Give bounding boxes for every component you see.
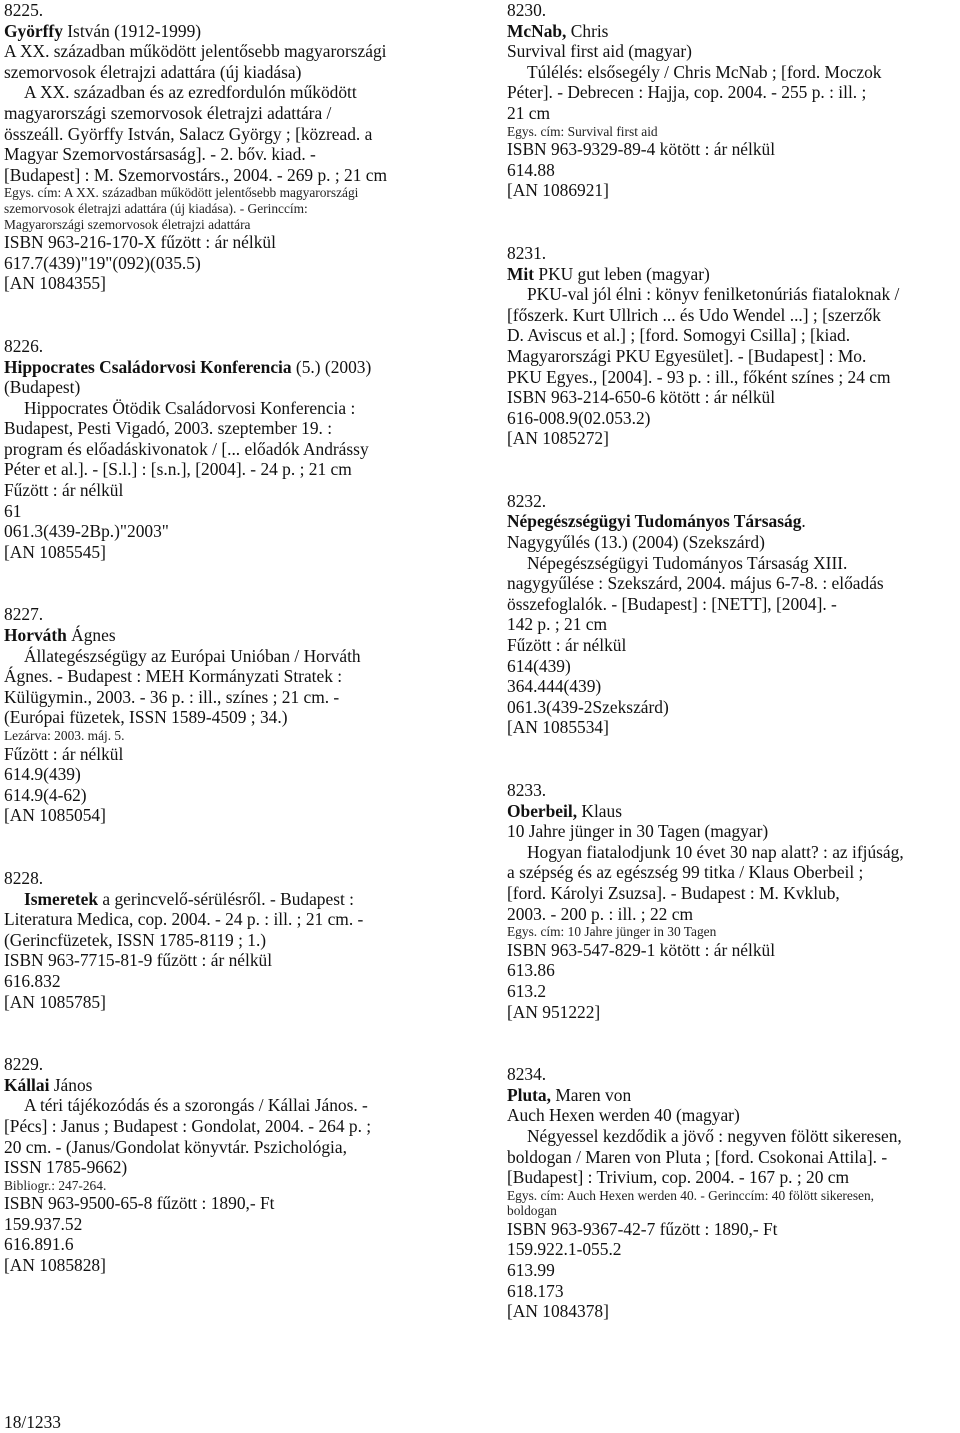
entry-line: 613.86	[507, 960, 555, 981]
entry-line: a szépség és az egészség 99 titka / Klaus Oberbeil ;	[507, 862, 864, 883]
catalog-entry	[507, 780, 960, 1064]
entry-number: 8230.	[507, 0, 547, 20]
entry-line: 10 Jahre jünger in 30 Tagen (magyar)	[507, 821, 769, 842]
entry-line: boldogan / Maren von Pluta ; [ford. Csokonai Attila]. -	[507, 1146, 888, 1167]
entry-line: magyarországi szemorvosok életrajzi adattára /	[4, 102, 332, 123]
entry-line: ISBN 963-9500-65-8 fűzött : 1890,- Ft	[4, 1193, 275, 1214]
entry-line: PKU-val jól élni : könyv fenilketonúriás fiataloknak /	[527, 284, 900, 305]
entry-heading-main: Kállai	[4, 1074, 50, 1095]
entry-heading-rest: Ágnes	[66, 625, 116, 646]
entry-line: ISBN 963-7715-81-9 fűzött : ár nélkül	[4, 950, 273, 971]
entry-line: ISBN 963-547-829-1 kötött : ár nélkül	[507, 939, 776, 960]
entry-spacer	[4, 826, 482, 868]
entry-number: 8231.	[507, 242, 547, 263]
entry-line: ISBN 963-9329-89-4 kötött : ár nélkül	[507, 139, 776, 160]
entry-line: [ford. Károlyi Zsuzsa]. - Budapest : M. Kvklub,	[507, 882, 840, 903]
entry-spacer	[4, 1012, 482, 1054]
entry-line: 61	[4, 500, 22, 521]
entry-title-rest: a gerincvelő-sérülésről. - Budapest :	[98, 888, 354, 909]
entry-line: Nagygyűlés (13.) (2004) (Szekszárd)	[507, 532, 765, 553]
entry-note: Egys. cím: Survival first aid	[507, 123, 658, 139]
entry-heading-rest: Klaus	[577, 800, 622, 821]
entry-line: Fűzött : ár nélkül	[507, 635, 627, 656]
entry-line: (Gerincfüzetek, ISSN 1785-8119 ; 1.)	[4, 929, 267, 950]
entry-line: D. Aviscus et al.] ; [ford. Somogyi Csilla] ; [kiad.	[507, 325, 851, 346]
entry-note: boldogan	[507, 1203, 557, 1219]
entry-number: 8232.	[507, 490, 547, 511]
entry-line: 613.99	[507, 1260, 555, 1281]
entry-spacer	[507, 201, 960, 243]
entry-line: ISBN 963-216-170-X fűzött : ár nélkül	[4, 232, 276, 253]
catalog-entry	[4, 868, 482, 1054]
catalog-entry	[4, 336, 482, 605]
entry-line: ISBN 963-9367-42-7 fűzött : 1890,- Ft	[507, 1218, 778, 1239]
entry-line: 617.7(439)"19"(092)(035.5)	[4, 252, 201, 273]
entry-line: 2003. - 200 p. : ill. ; 22 cm	[507, 903, 693, 924]
entry-line: 614(439)	[507, 655, 571, 676]
entry-line: Survival first aid (magyar)	[507, 41, 692, 62]
entry-heading-rest: István (1912-1999)	[62, 20, 202, 41]
entry-line: ISBN 963-214-650-6 kötött : ár nélkül	[507, 387, 776, 408]
entry-line: A téri tájékozódás és a szorongás / Kállai János. -	[24, 1095, 368, 1116]
entry-note: Lezárva: 2003. máj. 5.	[4, 728, 125, 743]
catalog-entry	[507, 0, 960, 243]
entry-line: 142 p. ; 21 cm	[507, 614, 607, 635]
entry-line: program és előadáskivonatok / [... előadók Andrássy	[4, 438, 369, 459]
entry-line: A XX. században működött jelentősebb magyarországi	[4, 41, 387, 62]
entry-heading	[4, 357, 482, 378]
entry-line: Hogyan fiatalodjunk 10 évet 30 nap alatt? : az ifjúság,	[527, 841, 904, 862]
entry-line: Magyar Szemorvostársaság]. - 2. bőv. kiad. -	[4, 144, 316, 165]
entry-heading-rest: .	[801, 511, 806, 532]
entry-line: Fűzött : ár nélkül	[4, 743, 124, 764]
entry-line: [AN 1085545]	[4, 541, 106, 562]
entry-line: [AN 1085272]	[507, 428, 609, 449]
entry-number: 8227.	[4, 604, 44, 625]
entry-line: Magyarországi PKU Egyesület]. - [Budapest] : Mo.	[507, 345, 867, 366]
entry-heading	[507, 1085, 960, 1106]
entry-line: 364.444(439)	[507, 676, 602, 697]
entry-line: Állategészségügy az Európai Unióban / Horváth	[24, 645, 361, 666]
entry-line: 159.937.52	[4, 1213, 83, 1234]
catalog-entry	[507, 243, 960, 491]
catalog-entry	[507, 1064, 960, 1322]
entry-line: [AN 1085534]	[507, 717, 609, 738]
entry-line: 21 cm	[507, 102, 550, 123]
catalog-entry	[507, 491, 960, 780]
entry-line: Ágnes. - Budapest : MEH Kormányzati Stratek :	[4, 666, 343, 687]
entry-spacer	[507, 449, 960, 491]
entry-line: [AN 1084355]	[4, 273, 106, 294]
entry-line	[4, 889, 482, 910]
entry-spacer	[4, 562, 482, 604]
entry-line: [AN 1085828]	[4, 1255, 106, 1276]
left-column	[4, 0, 482, 1276]
entry-line: 20 cm. - (Janus/Gondolat könyvtár. Pszichológia,	[4, 1136, 347, 1157]
entry-line: Auch Hexen werden 40 (magyar)	[507, 1105, 740, 1126]
entry-line: [AN 951222]	[507, 1001, 601, 1022]
entry-line: Budapest, Pesti Vigadó, 2003. szeptember 19. :	[4, 418, 333, 439]
entry-heading-main: Pluta,	[507, 1084, 551, 1105]
entry-heading-main: Oberbeil,	[507, 800, 578, 821]
entry-line: Hippocrates Ötödik Családorvosi Konferencia :	[24, 397, 356, 418]
entry-number: 8226.	[4, 335, 44, 356]
entry-heading-rest: PKU gut leben (magyar)	[534, 263, 710, 284]
entry-heading-main: Hippocrates Családorvosi Konferencia	[4, 356, 292, 377]
entry-note: szemorvosok életrajzi adattára (új kiadása). - Gerinccím:	[4, 200, 308, 216]
entry-note: Egys. cím: Auch Hexen werden 40. - Gerinccím: 40 fölött sikeresen,	[507, 1187, 875, 1203]
entry-line: ISSN 1785-9662)	[4, 1157, 128, 1178]
entry-line: 618.173	[507, 1280, 564, 1301]
entry-heading	[507, 801, 960, 822]
entry-line: nagygyűlése : Szekszárd, 2004. május 6-7-8. : előadás	[507, 573, 884, 594]
entry-line: A XX. században és az ezredfordulón működött	[24, 82, 357, 103]
entry-spacer	[507, 738, 960, 780]
entry-heading	[507, 21, 960, 42]
entry-line: 061.3(439-2Szekszárd)	[507, 696, 669, 717]
entry-line: [főszerk. Kurt Ullrich ... és Udo Wendel ...] ; [szerzők	[507, 304, 881, 325]
entry-note: Magyarországi szemorvosok életrajzi adattára	[4, 216, 251, 232]
entry-line: [Budapest] : Trivium, cop. 2004. - 167 p. ; 20 cm	[507, 1167, 850, 1188]
entry-line: Népegészségügyi Tudományos Társaság XIII.	[527, 552, 848, 573]
page-number: 18/1233	[4, 1412, 62, 1432]
entry-line: Péter et al.]. - [S.l.] : [s.n.], [2004]. - 24 p. ; 21 cm	[4, 459, 352, 480]
entry-heading-main: Népegészségügyi Tudományos Társaság	[507, 511, 802, 532]
entry-heading-main: Mit	[507, 263, 535, 284]
entry-line: Fűzött : ár nélkül	[4, 480, 124, 501]
entry-line: 614.9(439)	[4, 764, 81, 785]
entry-line: Túlélés: elsősegély / Chris McNab ; [ford. Moczok	[527, 61, 882, 82]
entry-heading	[507, 264, 960, 285]
entry-heading	[4, 21, 482, 42]
entry-line: 616.832	[4, 970, 61, 991]
entry-line: 614.9(4-62)	[4, 784, 87, 805]
entry-line: (Budapest)	[4, 377, 81, 398]
entry-heading-rest: (5.) (2003)	[291, 356, 372, 377]
entry-heading	[507, 511, 960, 532]
entry-number: 8225.	[4, 0, 44, 20]
catalog-entry	[4, 604, 482, 868]
entry-spacer	[4, 294, 482, 336]
entry-note: Bibliogr.: 247-264.	[4, 1177, 107, 1193]
entry-line: (Európai füzetek, ISSN 1589-4509 ; 34.)	[4, 707, 288, 728]
entry-line: Négyessel kezdődik a jövő : negyven fölött sikeresen,	[527, 1125, 902, 1146]
entry-line: [AN 1085054]	[4, 805, 106, 826]
entry-heading-main: Horváth	[4, 625, 67, 646]
catalog-entry	[4, 0, 482, 336]
entry-line: [Pécs] : Janus ; Budapest : Gondolat, 2004. - 264 p. ;	[4, 1115, 372, 1136]
entry-heading	[4, 625, 482, 646]
entry-number: 8229.	[4, 1054, 44, 1075]
entry-line: 616-008.9(02.053.2)	[507, 407, 651, 428]
entry-heading-rest: Chris	[566, 20, 609, 41]
entry-line: 061.3(439-2Bp.)"2003"	[4, 521, 169, 542]
entry-title-bold: Ismeretek	[24, 888, 99, 909]
entry-number: 8233.	[507, 780, 547, 800]
entry-line: [AN 1085785]	[4, 991, 106, 1012]
entry-line: Péter]. - Debrecen : Hajja, cop. 2004. - 255 p. : ill. ;	[507, 82, 867, 103]
catalog-entry	[4, 1054, 482, 1276]
entry-line: [AN 1086921]	[507, 180, 609, 201]
entry-heading-main: McNab,	[507, 20, 567, 41]
entry-line: 614.88	[507, 159, 555, 180]
entry-number: 8234.	[507, 1064, 547, 1085]
entry-heading-rest: János	[49, 1074, 93, 1095]
entry-line: 613.2	[507, 980, 547, 1001]
entry-spacer	[507, 1022, 960, 1064]
entry-note: Egys. cím: 10 Jahre jünger in 30 Tagen	[507, 924, 717, 940]
entry-note: Egys. cím: A XX. században működött jelentősebb magyarországi	[4, 185, 359, 201]
entry-line: összeáll. Györffy István, Salacz György ; [közread. a	[4, 123, 373, 144]
entry-line: összefoglalók. - [Budapest] : [NETT], [2004]. -	[507, 593, 837, 614]
entry-line: Literatura Medica, cop. 2004. - 24 p. : ill. ; 21 cm. -	[4, 909, 364, 930]
entry-number: 8228.	[4, 867, 44, 888]
entry-line: szemorvosok életrajzi adattára (új kiadása)	[4, 61, 302, 82]
right-column	[507, 0, 960, 1322]
entry-heading-main: Györffy	[4, 20, 63, 41]
entry-line: PKU Egyes., [2004]. - 93 p. : ill., főként színes ; 24 cm	[507, 366, 891, 387]
entry-line: 159.922.1-055.2	[507, 1239, 622, 1260]
entry-line: Külügymin., 2003. - 36 p. : ill., színes ; 21 cm. -	[4, 686, 340, 707]
entry-line: 616.891.6	[4, 1234, 74, 1255]
entry-heading-rest: Maren von	[550, 1084, 632, 1105]
entry-line: [Budapest] : M. Szemorvostárs., 2004. - 269 p. ; 21 cm	[4, 164, 388, 185]
entry-line: [AN 1084378]	[507, 1301, 609, 1322]
entry-heading	[4, 1075, 482, 1096]
